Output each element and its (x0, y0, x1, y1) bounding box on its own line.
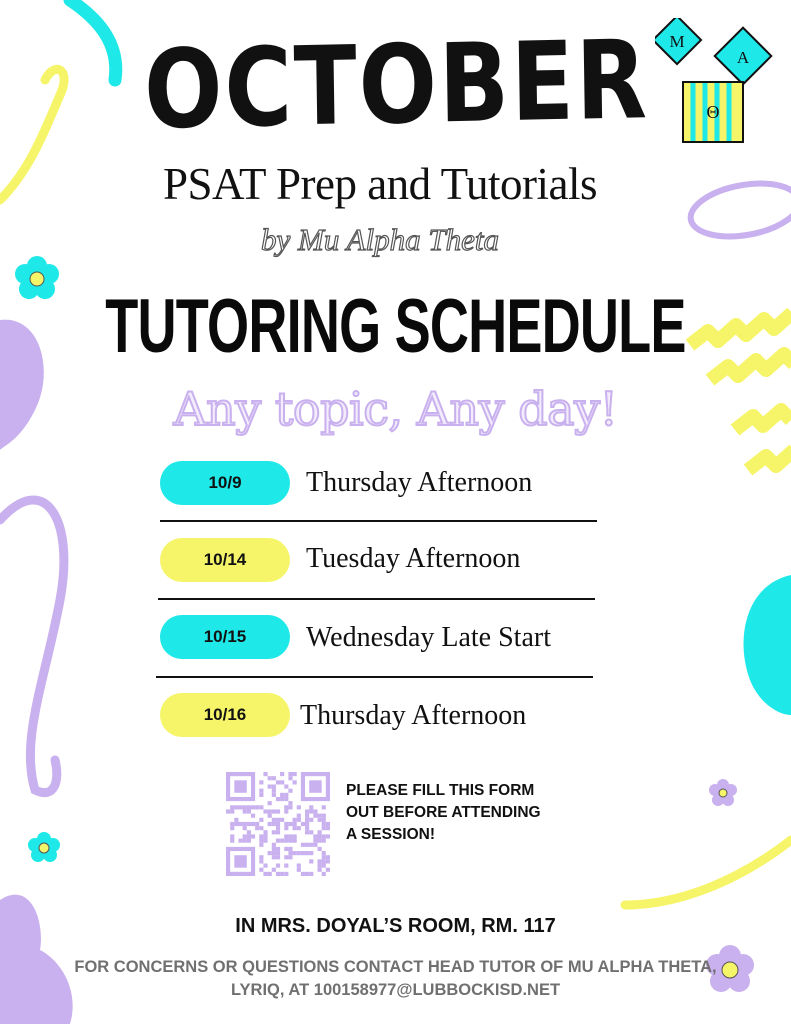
qr-code[interactable] (226, 772, 330, 876)
session-label: Wednesday Late Start (306, 622, 551, 653)
session-date-badge: 10/16 (160, 693, 290, 737)
schedule-heading: TUTORING SCHEDULE (105, 283, 686, 369)
room-location: IN MRS. DOYAL’S ROOM, RM. 117 (235, 915, 556, 937)
contact-info: FOR CONCERNS OR QUESTIONS CONTACT HEAD TUTOR OF MU ALPHA THETA, LYRIQ, AT 100158977@LUBBOCKISD.NET (74, 958, 717, 999)
tagline: Any topic, Any day! (173, 382, 618, 436)
form-note: PLEASE FILL THIS FORM OUT BEFORE ATTENDING A SESSION! (346, 782, 541, 843)
session-label: Thursday Afternoon (306, 467, 533, 498)
logo-letter-m: M (669, 32, 685, 51)
session-label: Thursday Afternoon (300, 700, 527, 731)
session-date-badge: 10/14 (160, 538, 290, 582)
logo-letter-a: A (736, 48, 750, 67)
byline: by Mu Alpha Theta (261, 222, 499, 257)
divider (160, 520, 597, 522)
subtitle: PSAT Prep and Tutorials (162, 159, 598, 209)
month-title: OCTOBER (143, 16, 650, 154)
session-date-badge: 10/9 (160, 461, 290, 505)
logo-letter-theta: Θ (706, 102, 720, 122)
session-label: Tuesday Afternoon (306, 543, 521, 574)
session-date-badge: 10/15 (160, 615, 290, 659)
divider (158, 598, 595, 600)
divider (156, 676, 593, 678)
